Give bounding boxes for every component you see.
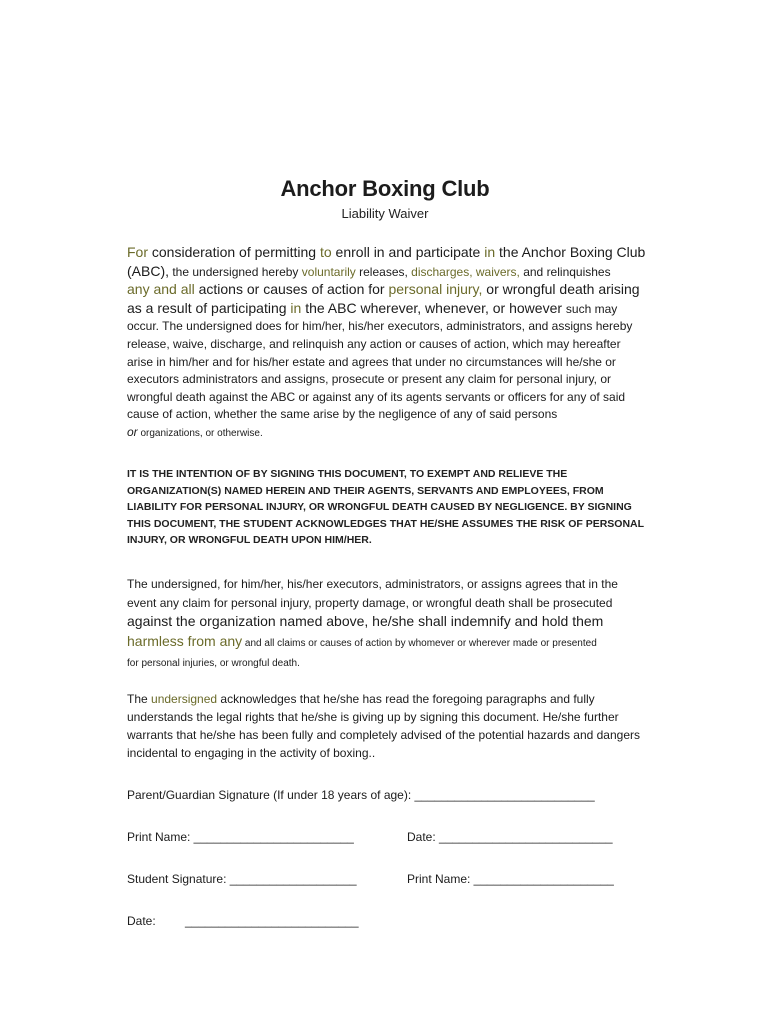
p1-line4c: such may: [565, 301, 618, 316]
p3-line5: for personal injuries, or wrongful death.: [127, 658, 300, 669]
p1-personal-injury: personal injury,: [388, 281, 483, 298]
p4-text: acknowledges that he/she has read the foregoing paragraphs and fully understands the legal rights that he/she is giving up by signing this document. He/she further warrants that he/she has been fully and completely advised of the potential hazards and dangers incidental to engaging in the activity of boxing..: [127, 692, 640, 760]
p1-discharges: discharges, waivers,: [411, 264, 520, 279]
p3-line1: The undersigned, for him/her, his/her executors, administrators, or assigns agrees that in the: [127, 577, 618, 591]
p1-text4: the undersigned hereby: [169, 264, 302, 279]
date-line-2[interactable]: __________________________: [185, 914, 359, 928]
student-signature-line[interactable]: Student Signature: ___________________: [127, 872, 357, 886]
p1-line4a: as a result of participating: [127, 299, 291, 316]
page-subtitle: Liability Waiver: [341, 206, 429, 221]
date-line-1[interactable]: Date: __________________________: [407, 830, 613, 844]
p1-line3a: any and all: [127, 281, 195, 298]
guardian-signature-line[interactable]: Parent/Guardian Signature (If under 18 years of age): ___________________________: [127, 788, 595, 802]
p1-text2: enroll in and participate: [331, 244, 485, 260]
p3-line3: against the organization named above, he/she shall indemnify and hold them: [127, 613, 604, 629]
p1-text5: releases,: [355, 264, 412, 279]
p1-to: to: [319, 244, 332, 260]
p1-text3: the Anchor Boxing Club: [495, 244, 646, 260]
p3-line2: event any claim for personal injury, property damage, or wrongful death shall be prosecuted: [127, 595, 613, 610]
p1-text6: and relinquishes: [519, 264, 611, 279]
p1-tail-or: or: [127, 424, 138, 439]
p3-line4: and all claims or causes of action by whomever or wherever made or presented: [242, 637, 597, 649]
p1-line4-in: in: [290, 299, 302, 316]
p4-the: The: [127, 692, 152, 706]
p1-in: in: [484, 244, 496, 260]
p1-line3b: actions or causes of action for: [194, 281, 389, 298]
p1-text1: consideration of permitting: [148, 244, 320, 260]
p4-undersigned: undersigned: [151, 692, 218, 706]
intention-paragraph: IT IS THE INTENTION OF BY SIGNING THIS DOCUMENT, TO EXEMPT AND RELIEVE THE ORGANIZATION(S) NAMED HEREIN AND THEIR AGENTS, SERVANTS AND EMPLOYEES, FROM LIABILITY FOR PERSONAL INJURY, OR WRONGFUL DEATH CAUSED BY NEGLIGENCE. BY SIGNING THIS DOCUMENT, THE STUDENT ACKNOWLEDGES THAT HE/SHE ASSUMES THE RISK OF PERSONAL INJURY, OR WRONGFUL DEATH UPON HIM/HER.: [127, 468, 644, 547]
p1-tail: organizations, or otherwise.: [137, 427, 263, 439]
p1-for: For: [127, 244, 148, 260]
print-name-line-1[interactable]: Print Name: ________________________: [127, 830, 354, 844]
page-title: Anchor Boxing Club: [280, 176, 490, 201]
p1-body: occur. The undersigned does for him/her, his/her executors, administrators, and assigns hereby release, waive, discharge, and relinquish any action or causes of action, which may hereafter arise in him/her and for his/her estate and agrees that under no circumstances will he/she or executors administrators and assigns, prosecute or present any claim for personal injury, or wrongful death against the ABC or against any of its agents servants or officers for any of said cause of action, whether the same arise by the negligence of any of said persons: [127, 319, 633, 422]
acknowledgement-paragraph: [127, 690, 647, 762]
p1-line3c: or wrongful death arising: [482, 281, 640, 298]
p1-abc: (ABC),: [127, 262, 169, 279]
p1-voluntarily: voluntarily: [301, 264, 356, 279]
p3-harmless: harmless from any: [127, 632, 243, 649]
print-name-line-2[interactable]: Print Name: _____________________: [407, 872, 614, 886]
release-paragraph: [127, 244, 647, 443]
date-label-2: Date:: [127, 914, 156, 928]
indemnify-paragraph: [127, 575, 647, 674]
p1-line4b: the ABC wherever, whenever, or however: [301, 299, 566, 316]
